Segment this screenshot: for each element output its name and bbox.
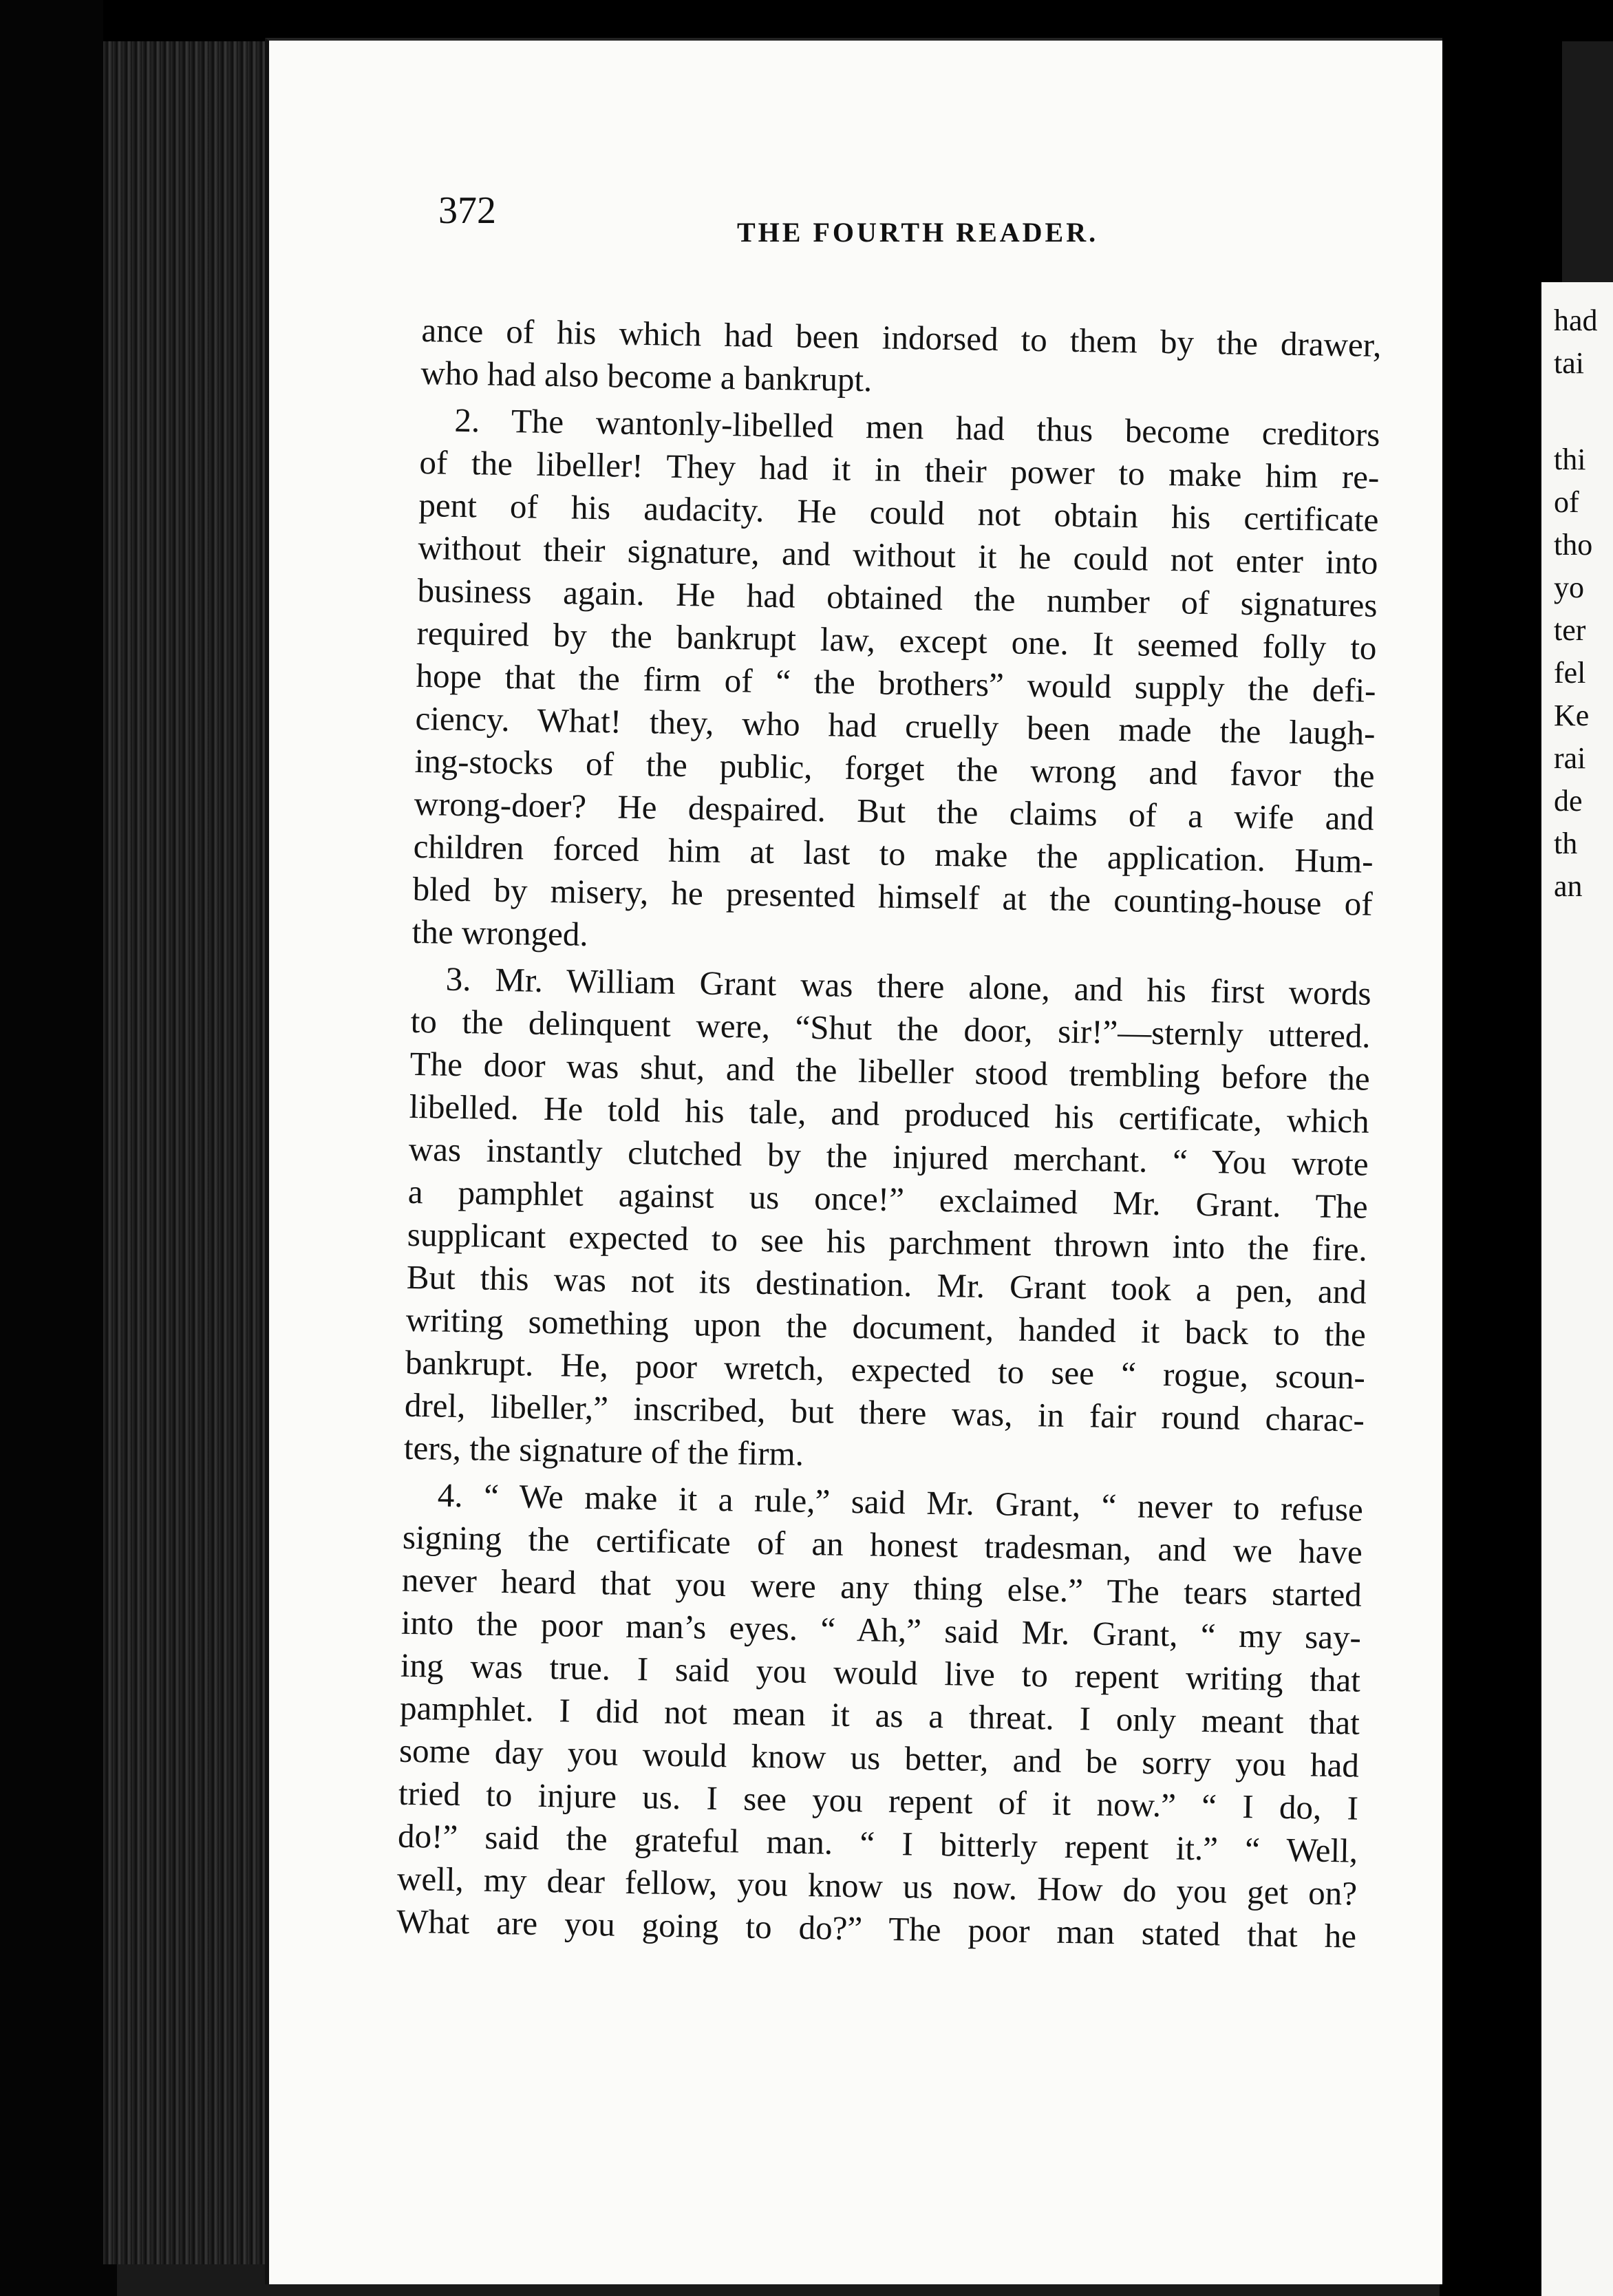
text-line: writing something upon the document, handed it back to the (405, 1300, 1367, 1354)
text-line: was instantly clutched by the injured merchant. “ You wrote (408, 1129, 1369, 1183)
page-number: 372 (438, 189, 496, 232)
scan-border-top (103, 0, 1613, 41)
text-line: do!” said the grateful man. “ I bitterly repent it.” “ Well, (397, 1816, 1358, 1870)
text-line: 2. The wantonly-libelled men had thus become creditors (454, 401, 1380, 454)
facing-line: ter (1554, 613, 1586, 647)
text-line: 4. “ We make it a rule,” said Mr. Grant, “ never to refuse (437, 1476, 1364, 1529)
text-line: some day you would know us better, and be sorry you had (398, 1731, 1360, 1785)
facing-line: tai (1554, 346, 1584, 380)
text-line: bled by misery, he presented himself at the counting-house of (412, 869, 1374, 923)
text-line: to the delinquent were, “Shut the door, sir!”—sternly uttered. (410, 1001, 1371, 1055)
text-line: well, my dear fellow, you know us now. How do you get on? (396, 1859, 1358, 1913)
text-line: tried to injure us. I see you repent of it now.” “ I do, I (398, 1774, 1359, 1827)
facing-line: fel (1554, 656, 1586, 690)
text-line: What are you going to do?” The poor man stated that he (396, 1902, 1357, 1955)
text-line: libelled. He told his tale, and produced his certificate, which (409, 1087, 1370, 1140)
text-line: pamphlet. I did not mean it as a threat. I only meant that (399, 1688, 1360, 1742)
text-line: bankrupt. He, poor wretch, expected to see “ rogue, scoun- (405, 1343, 1366, 1396)
body-text (396, 309, 1382, 1962)
page-edges (103, 34, 268, 2264)
text-line: But this was not its destination. Mr. Grant took a pen, and (406, 1257, 1367, 1311)
facing-line: thi (1554, 443, 1586, 476)
facing-line: de (1554, 784, 1583, 818)
paragraph-3 (404, 957, 1372, 1485)
text-line: hope that the firm of “ the brothers” would supply the defi- (416, 656, 1376, 710)
text-line: ters, the signature of the firm. (403, 1428, 804, 1473)
text-line: 3. Mr. William Grant was there alone, and his first words (445, 959, 1371, 1012)
text-line: required by the bankrupt law, except one. It seemed folly to (416, 613, 1377, 667)
facing-line: tho (1554, 528, 1593, 562)
text-line: signing the certificate of an honest tradesman, and we have (402, 1518, 1363, 1571)
running-head: THE FOURTH READER. (737, 217, 1099, 248)
text-line: business again. He had obtained the number of signatures (417, 571, 1378, 624)
text-line: drel, libeller,” inscribed, but there was, in fair round charac- (404, 1385, 1365, 1439)
facing-line: Ke (1554, 699, 1590, 732)
facing-line: rai (1554, 741, 1586, 775)
book-page (265, 38, 1442, 2284)
text-line: pent of his audacity. He could not obtain his certificate (418, 485, 1379, 539)
text-line: supplicant expected to see his parchment thrown into the fire. (407, 1215, 1368, 1268)
text-line: ance of his which had been indorsed to them by the drawer, (421, 310, 1382, 364)
paragraph-2 (412, 398, 1380, 968)
text-line: the wronged. (412, 912, 589, 953)
text-line: into the poor man’s eyes. “ Ah,” said Mr. Grant, “ my say- (400, 1603, 1362, 1657)
text-line: without their signature, and without it he could not enter into (418, 528, 1378, 582)
text-line: children forced him at last to make the application. Hum- (413, 827, 1374, 880)
paragraph-1 (420, 309, 1382, 410)
paragraph-4 (396, 1474, 1364, 1958)
facing-line: th (1554, 827, 1578, 860)
text-line: who had also become a bankrupt. (420, 353, 873, 399)
text-line: never heard that you were any thing else.” The tears started (401, 1560, 1363, 1614)
text-line: a pamphlet against us once!” exclaimed Mr. Grant. The (407, 1172, 1369, 1226)
text-line: of the libeller! They had it in their power to make him re- (419, 443, 1380, 496)
facing-line: yo (1554, 571, 1584, 604)
book-binding (0, 0, 117, 2296)
text-line: ing was true. I said you would live to repent writing that (400, 1646, 1361, 1699)
text-line: ciency. What! they, who had cruelly been made the laugh- (415, 699, 1376, 752)
text-line: ing-stocks of the public, forget the wrong and favor the (414, 741, 1375, 795)
text-line: The door was shut, and the libeller stood trembling before the (409, 1044, 1371, 1098)
facing-line: had (1554, 304, 1598, 337)
text-line: wrong-doer? He despaired. But the claims of a wife and (414, 784, 1374, 838)
facing-line: of (1554, 485, 1579, 519)
facing-page (1541, 282, 1613, 2296)
facing-line: an (1554, 869, 1583, 903)
